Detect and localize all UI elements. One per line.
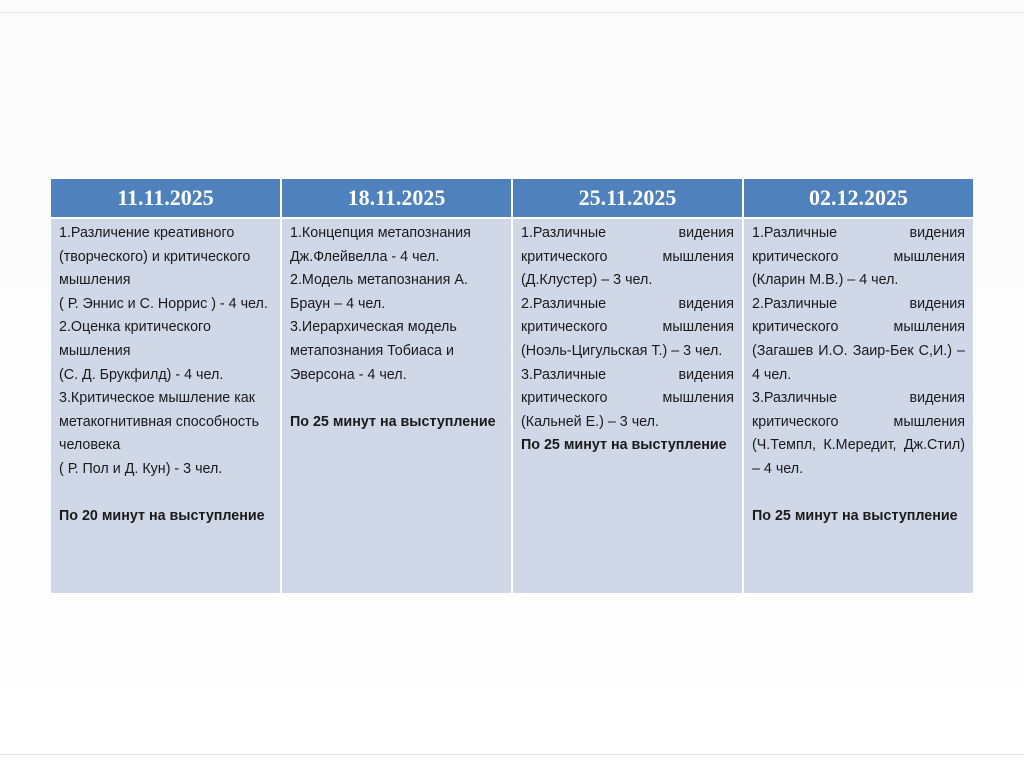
top-rule bbox=[0, 12, 1024, 13]
topic-item: 3.Критическое мышление как метакогнитивная способность человека bbox=[59, 390, 260, 454]
time-note: По 25 минут на выступление bbox=[752, 508, 958, 525]
date-header-3: 25.11.2025 bbox=[513, 179, 742, 217]
topic-item: ( Р. Пол и Д. Кун) - 3 чел. bbox=[59, 460, 223, 477]
topic-item: 3.Различные видения критического мышления (Ч.Темпл, К.Мередит, Дж.Стил) – 4 чел. bbox=[752, 390, 965, 477]
topic-item: 1.Различные видения критического мышления (Кларин М.В.) – 4 чел. bbox=[752, 225, 965, 289]
header-row bbox=[51, 179, 973, 217]
topic-item: 1.Различные видения критического мышления (Д.Клустер) – 3 чел. bbox=[521, 225, 734, 289]
bottom-rule bbox=[0, 754, 1024, 755]
date-header-4: 02.12.2025 bbox=[744, 179, 973, 217]
cell-topics-4 bbox=[744, 219, 973, 593]
topic-item: 1.Концепция метапознания Дж.Флейвелла - 4 чел. bbox=[290, 225, 471, 265]
topic-item: ( Р. Эннис и С. Норрис ) - 4 чел. bbox=[59, 295, 268, 312]
topic-item: 2.Оценка критического мышления bbox=[59, 319, 211, 359]
topic-item: 2.Различные видения критического мышления (Загашев И.О. Заир-Бек С,И.) – 4 чел. bbox=[752, 295, 965, 383]
content-row bbox=[51, 219, 973, 593]
topic-item: 2.Различные видения критического мышления (Ноэль-Цигульская Т.) – 3 чел. bbox=[521, 295, 734, 359]
time-note: По 25 минут на выступление bbox=[521, 437, 727, 454]
topic-item: 3.Иерархическая модель метапознания Тобиаса и Эверсона - 4 чел. bbox=[290, 319, 457, 383]
cell-topics-2 bbox=[282, 219, 511, 593]
topic-item: 1.Различение креативного (творческого) и критического мышления bbox=[59, 225, 251, 289]
schedule-table bbox=[49, 177, 975, 595]
cell-topics-3 bbox=[513, 219, 742, 593]
date-header-1: 11.11.2025 bbox=[51, 179, 280, 217]
time-note: По 20 минут на выступление bbox=[59, 508, 265, 525]
topic-item: 3.Различные видения критического мышления (Кальней Е.) – 3 чел. bbox=[521, 366, 734, 430]
cell-topics-1 bbox=[51, 219, 280, 593]
topic-item: 2.Модель метапознания А. Браун – 4 чел. bbox=[290, 272, 468, 312]
topic-item: (С. Д. Брукфилд) - 4 чел. bbox=[59, 366, 224, 383]
date-header-2: 18.11.2025 bbox=[282, 179, 511, 217]
time-note: По 25 минут на выступление bbox=[290, 413, 496, 430]
